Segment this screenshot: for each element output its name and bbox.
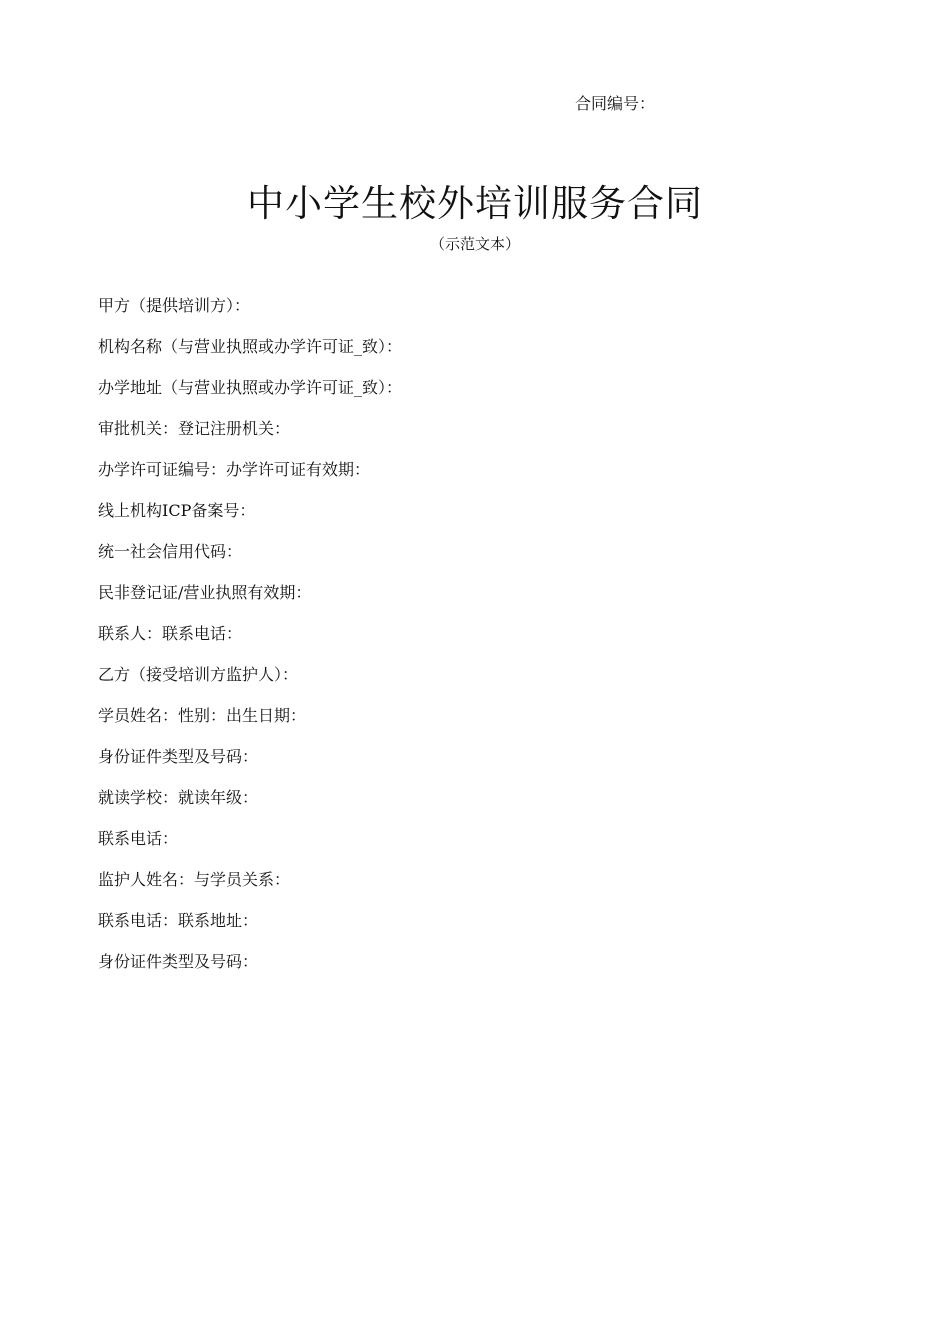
- document-title: 中小学生校外培训服务合同: [247, 182, 703, 225]
- guardian-id-field: 身份证件类型及号码：: [98, 952, 259, 971]
- business-license-validity-field: 民非登记证/营业执照有效期：: [98, 583, 312, 602]
- school-license-field: 办学许可证编号：办学许可证有效期：: [98, 460, 371, 479]
- contract-number-label: 合同编号：: [575, 94, 656, 113]
- icp-record-field: 线上机构ICP备案号：: [98, 501, 256, 520]
- school-grade-field: 就读学校：就读年级：: [98, 788, 259, 807]
- approval-authority-field: 审批机关：登记注册机关：: [98, 419, 291, 438]
- student-id-field: 身份证件类型及号码：: [98, 747, 259, 766]
- contract-party-fields: [98, 294, 858, 991]
- guardian-relationship-field: 监护人姓名：与学员关系：: [98, 870, 291, 889]
- party-a-contact-field: 联系人：联系电话：: [98, 624, 243, 643]
- credit-code-field: 统一社会信用代码：: [98, 542, 243, 561]
- party-a-heading: 甲方（提供培训方）：: [98, 296, 251, 315]
- student-phone-field: 联系电话：: [98, 829, 179, 848]
- party-b-heading: 乙方（接受培训方监护人）：: [98, 665, 299, 684]
- student-info-field: 学员姓名：性别：出生日期：: [98, 706, 307, 725]
- institution-name-field: 机构名称（与营业执照或办学许可证_致）：: [98, 337, 403, 356]
- school-address-field: 办学地址（与营业执照或办学许可证_致）：: [98, 378, 403, 397]
- document-subtitle: （示范文本）: [429, 235, 520, 253]
- guardian-contact-field: 联系电话：联系地址：: [98, 911, 259, 930]
